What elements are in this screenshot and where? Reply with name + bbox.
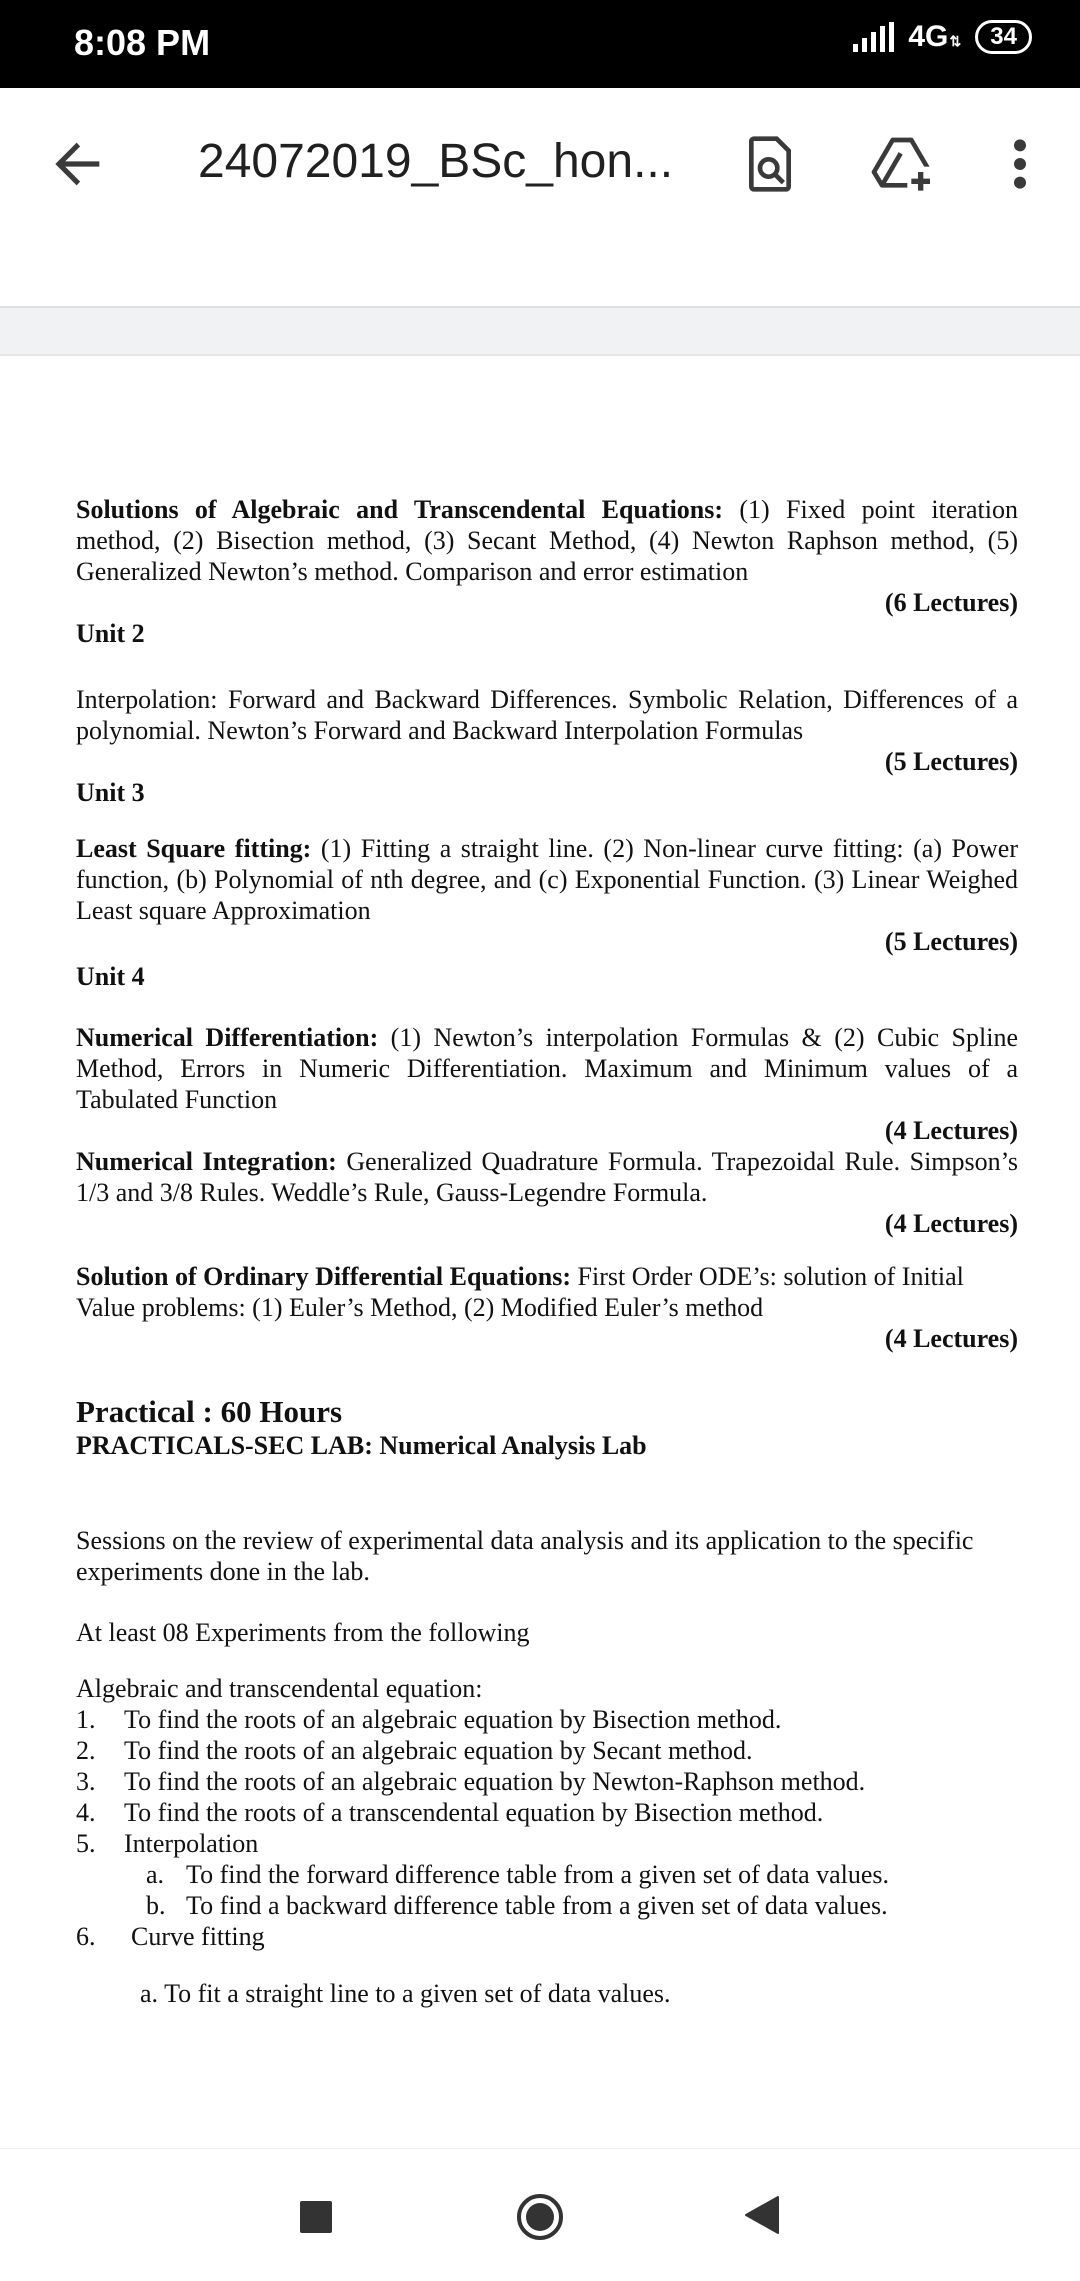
list-item: 1. To find the roots of an algebraic equation by Bisection method.: [76, 1705, 782, 1734]
practical-title: Practical : 60 Hours: [76, 1394, 343, 1429]
list-item: 4. To find the roots of a transcendental equation by Bisection method.: [76, 1798, 824, 1827]
unit1-paragraph: Solutions of Algebraic and Transcendental Equations: (1) Fixed point iteration method, (2) Bisection method, (3) Secant Method, (4) Newton Raphson method, (5) Generalized Newton’s method. Comparison and error estimation: [76, 495, 1019, 586]
unit3-paragraph: Least Square fitting: (1) Fitting a straight line. (2) Non-linear curve fitting: (a) Power function, (b) Polynomial of nth degree, and (c) Exponential Function. (3) Linear Weighed Least square Approximation: [76, 834, 1018, 925]
add-to-drive-icon[interactable]: [870, 132, 934, 196]
interpolation-sublist: [76, 1859, 1018, 1921]
list-item: 6. Curve fitting: [76, 1922, 265, 1951]
list-item: 5. Interpolation: [76, 1829, 259, 1858]
more-vert-icon[interactable]: [988, 132, 1052, 196]
integration-paragraph: Numerical Integration: Generalized Quadrature Formula. Trapezoidal Rule. Simpson’s 1/3 and 3/8 Rules. Weddle’s Rule, Gauss-Legendre Formula.: [76, 1147, 1018, 1207]
document-title: 24072019_BSc_hon...: [198, 135, 674, 188]
status-bar: [0, 0, 1080, 88]
toolbar-strip: [0, 240, 1080, 308]
differentiation-paragraph: Numerical Differentiation: (1) Newton’s interpolation Formulas & (2) Cubic Spline Method, Errors in Numeric Differentiation. Maximum and Minimum values of a Tabulated Function: [76, 1023, 1018, 1114]
home-button[interactable]: [516, 2193, 564, 2241]
signal-icon: [853, 22, 894, 52]
status-indicators: [853, 20, 1032, 54]
page-separator: [0, 308, 1080, 356]
practical-subtitle: PRACTICALS-SEC LAB: Numerical Analysis Lab: [76, 1431, 647, 1460]
lectures-label: (5 Lectures): [884, 747, 1018, 776]
list-item: a. To fit a straight line to a given set of data values.: [140, 1979, 671, 2008]
status-time: 8:08 PM: [74, 22, 211, 63]
lectures-label: (4 Lectures): [884, 1209, 1018, 1238]
ode-paragraph: Solution of Ordinary Differential Equations: First Order ODE’s: solution of Initial Value problems: (1) Euler’s Method, (2) Modified Euler’s method: [76, 1262, 964, 1322]
lectures-label: (4 Lectures): [884, 1116, 1018, 1145]
document-page[interactable]: [0, 356, 1080, 2148]
experiment-list-continued: [76, 1921, 1018, 1952]
battery-icon: 34: [975, 20, 1032, 54]
unit2-paragraph: Interpolation: Forward and Backward Differences. Symbolic Relation, Differences of a polynomial. Newton’s Forward and Backward Interpolation Formulas: [76, 685, 1018, 745]
navigation-bar: [0, 2148, 1080, 2281]
list-item: 2. To find the roots of an algebraic equation by Secant method.: [76, 1736, 753, 1765]
lectures-label: (6 Lectures): [884, 588, 1018, 617]
document-search-icon[interactable]: [738, 132, 802, 196]
lectures-label: (5 Lectures): [884, 927, 1018, 956]
unit-heading: Unit 3: [76, 778, 145, 807]
experiments-note: At least 08 Experiments from the following: [76, 1618, 530, 1647]
algebraic-heading: Algebraic and transcendental equation:: [76, 1674, 483, 1703]
network-type: 4G ⇅: [908, 20, 962, 53]
sessions-paragraph: Sessions on the review of experimental data analysis and its application to the specific experiments done in the lab.: [76, 1526, 974, 1586]
list-item: a. To find the forward difference table from a given set of data values.: [146, 1860, 890, 1889]
lectures-label: (4 Lectures): [884, 1324, 1018, 1353]
unit-heading: Unit 4: [76, 962, 145, 991]
back-arrow-icon[interactable]: [46, 132, 110, 196]
recents-button[interactable]: [300, 2201, 332, 2233]
list-item: 3. To find the roots of an algebraic equation by Newton-Raphson method.: [76, 1767, 866, 1796]
app-bar: [0, 88, 1080, 242]
experiment-list: [76, 1704, 1018, 1859]
nav-back-button[interactable]: [744, 2195, 780, 2235]
list-item: b. To find a backward difference table from a given set of data values.: [146, 1891, 888, 1920]
unit-heading: Unit 2: [76, 619, 145, 648]
document-content: [76, 494, 1018, 2009]
